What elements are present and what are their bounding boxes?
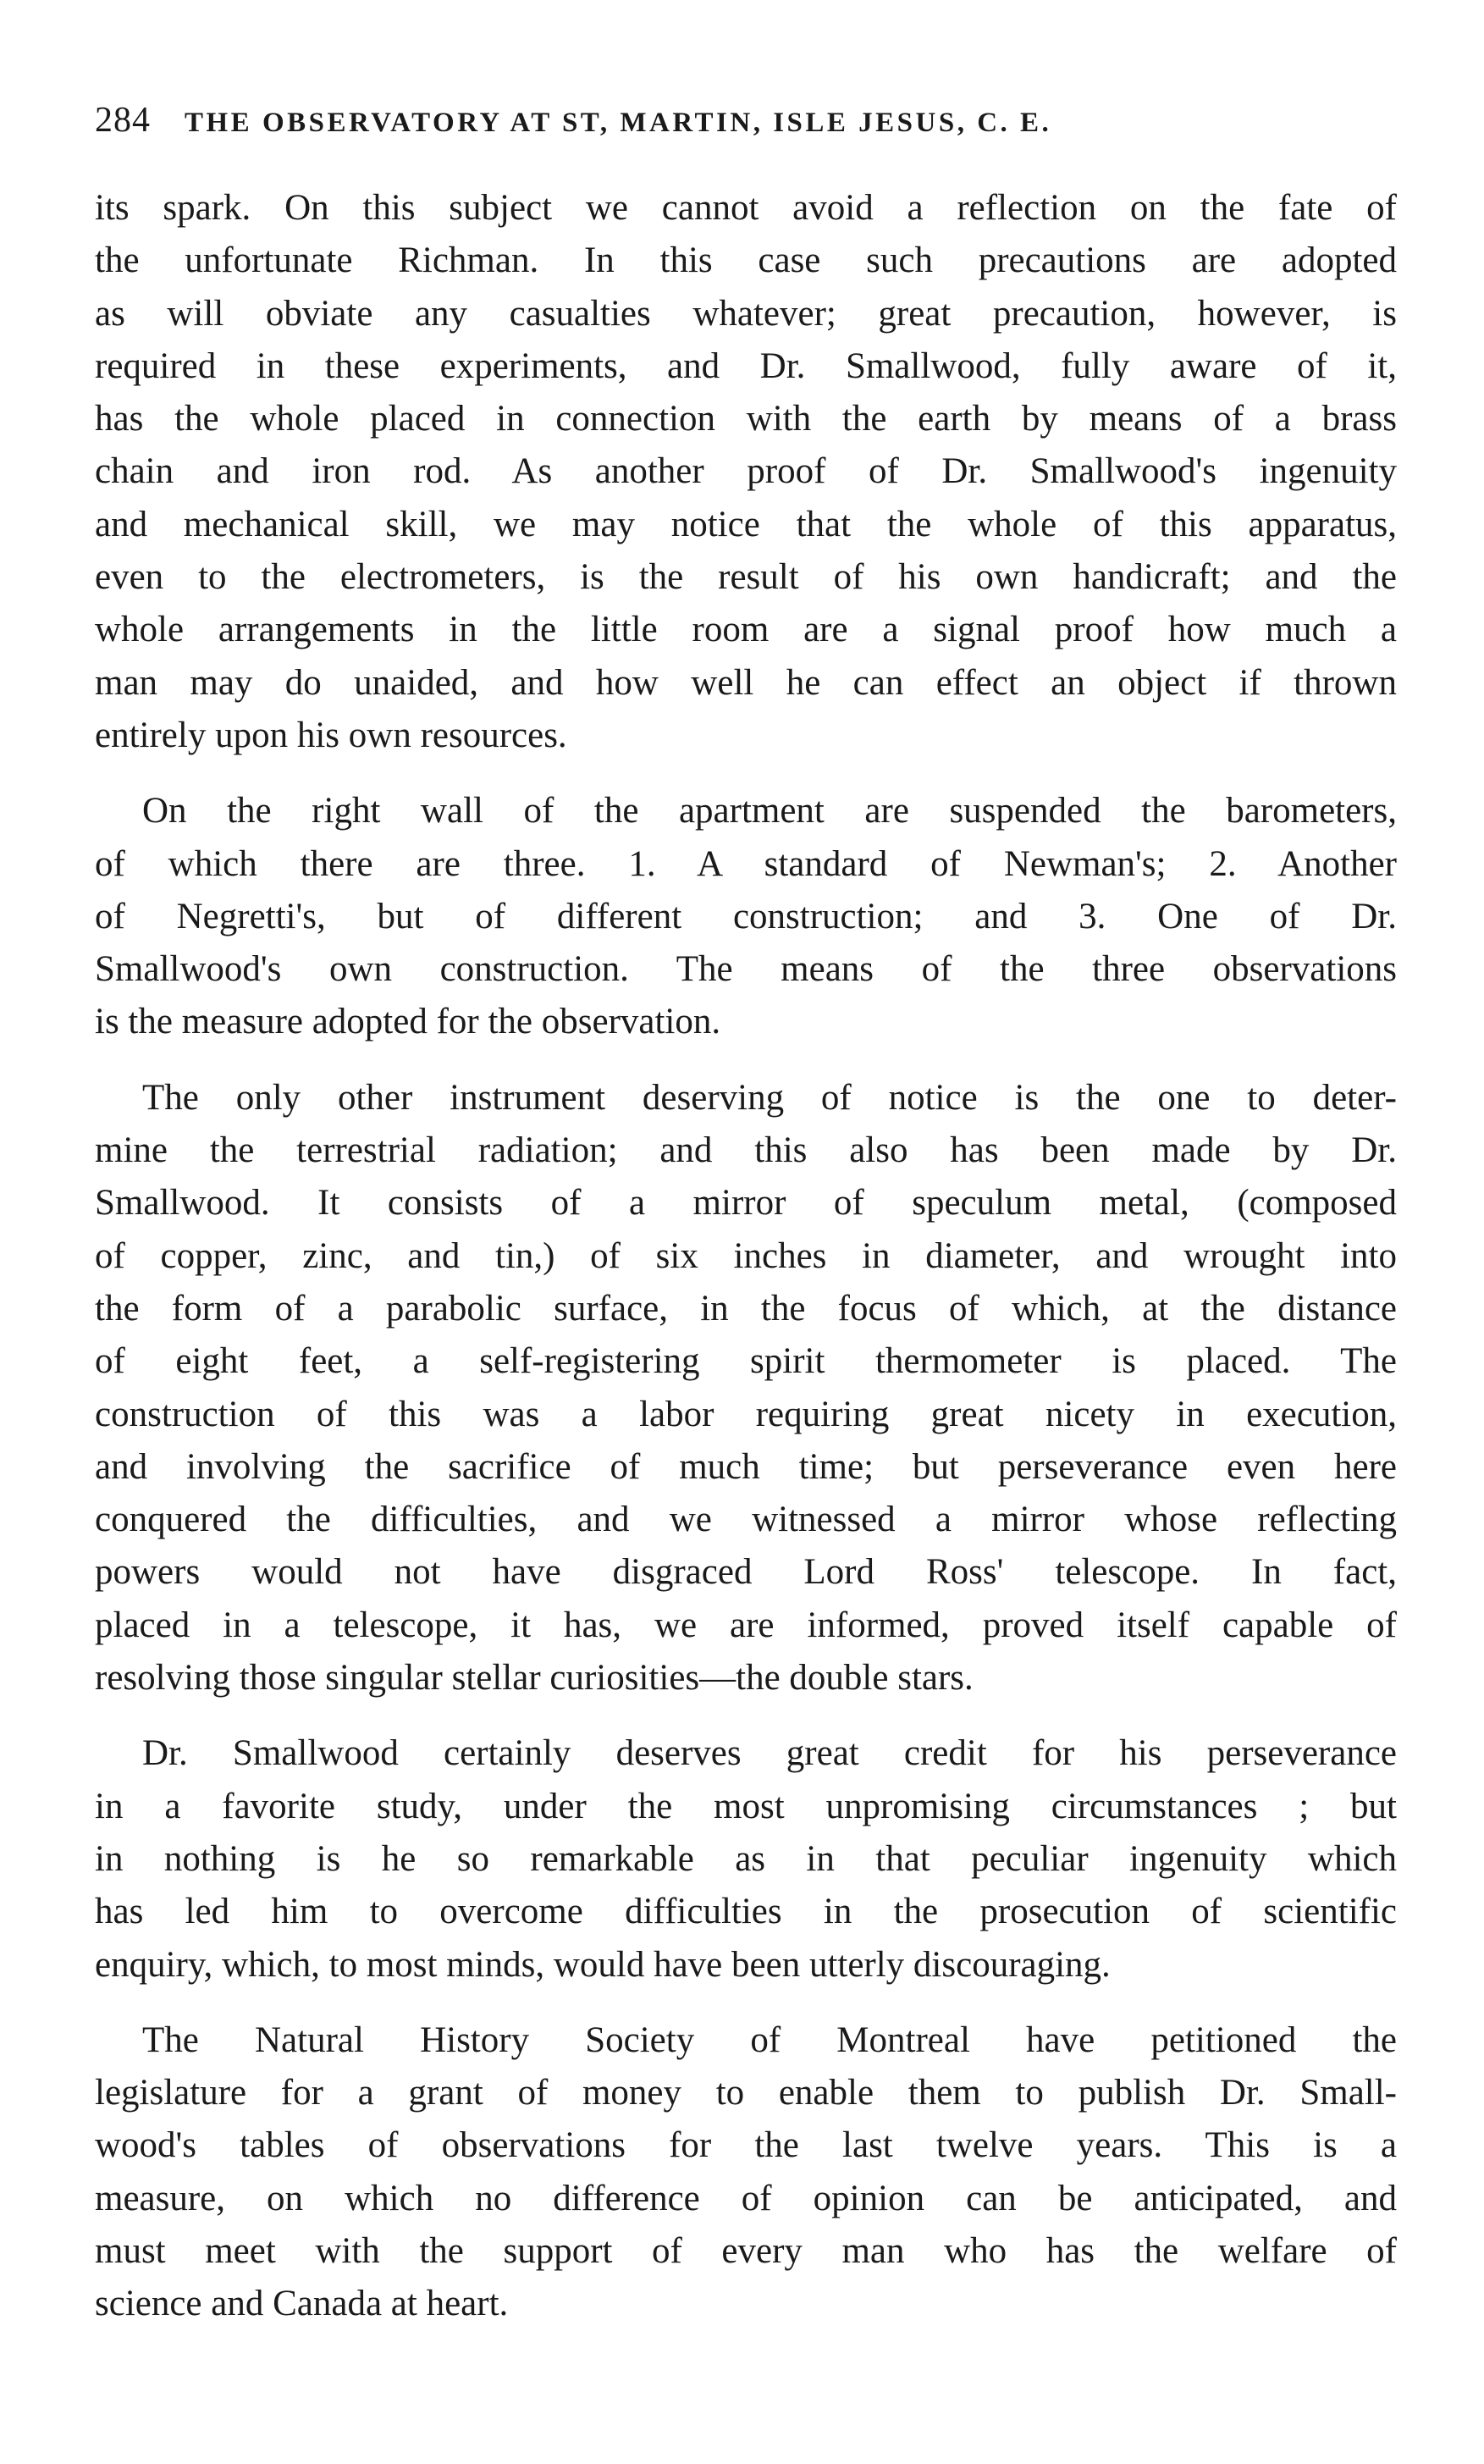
text-line: The Natural History Society of Montreal have petitioned the	[142, 2019, 1397, 2060]
text-line: Smallwood. It consists of a mirror of speculum metal, (composed	[95, 1183, 1397, 1224]
paragraph-5	[95, 2014, 1397, 2331]
text-line: in a favorite study, under the most unpromising circumstances ; but	[95, 1786, 1397, 1826]
text-line: science and Canada at heart.	[95, 2284, 509, 2324]
text-line: whole arrangements in the little room are a signal proof how much a	[95, 610, 1397, 650]
text-line: Smallwood's own construction. The means of the three observations	[95, 949, 1397, 990]
text-line: has the whole placed in connection with the earth by means of a brass	[95, 399, 1397, 439]
text-line: the form of a parabolic surface, in the focus of which, at the distance	[95, 1288, 1397, 1329]
page-header	[95, 100, 1398, 151]
running-head: THE OBSERVATORY AT ST, MARTIN, ISLE JESUS, C. E.	[185, 108, 1052, 138]
text-line: is the measure adopted for the observation.	[95, 1002, 721, 1042]
text-line: man may do unaided, and how well he can effect an object if thrown	[95, 662, 1397, 703]
paragraph-3	[95, 1072, 1397, 1705]
text-line: measure, on which no difference of opinion can be anticipated, and	[95, 2178, 1397, 2218]
text-line: wood's tables of observations for the last twelve years. This is a	[95, 2125, 1397, 2166]
text-line: required in these experiments, and Dr. Smallwood, fully aware of it,	[95, 345, 1397, 386]
text-line: construction of this was a labor requiring great nicety in execution,	[95, 1394, 1397, 1434]
text-line: and involving the sacrifice of much time; but perseverance even here	[95, 1446, 1397, 1487]
text-line: and mechanical skill, we may notice that the whole of this apparatus,	[95, 504, 1397, 544]
text-line: entirely upon his own resources.	[95, 715, 567, 755]
text-line: conquered the difficulties, and we witnessed a mirror whose reflecting	[95, 1500, 1397, 1540]
text-line: has led him to overcome difficulties in the prosecution of scientific	[95, 1892, 1397, 1932]
text-line: of eight feet, a self-registering spirit thermometer is placed. The	[95, 1341, 1397, 1382]
paragraph-1	[95, 182, 1397, 762]
text-line: as will obviate any casualties whatever; great precaution, however, is	[95, 293, 1397, 334]
text-line: resolving those singular stellar curiosities—the double stars.	[95, 1658, 974, 1699]
text-line: powers would not have disgraced Lord Ross' telescope. In fact,	[95, 1552, 1397, 1593]
text-line: Dr. Smallwood certainly deserves great credit for his perseverance	[142, 1733, 1397, 1774]
text-line: of Negretti's, but of different construction; and 3. One of Dr.	[95, 896, 1397, 936]
text-line: of which there are three. 1. A standard of Newman's; 2. Another	[95, 843, 1397, 884]
paragraph-4	[95, 1727, 1397, 1991]
text-line: must meet with the support of every man who has the welfare of	[95, 2230, 1397, 2271]
text-line: legislature for a grant of money to enable them to publish Dr. Small-	[95, 2073, 1397, 2113]
page-number: 284	[95, 101, 151, 140]
text-line: mine the terrestrial radiation; and this also has been made by Dr.	[95, 1130, 1397, 1171]
text-line: enquiry, which, to most minds, would have been utterly discouraging.	[95, 1944, 1111, 1985]
paragraph-2	[95, 785, 1397, 1048]
text-line: in nothing is he so remarkable as in that peculiar ingenuity which	[95, 1838, 1397, 1879]
text-line: chain and iron rod. As another proof of Dr. Smallwood's ingenuity	[95, 451, 1397, 492]
text-line: even to the electrometers, is the result of his own handicraft; and the	[95, 557, 1397, 598]
body-text	[95, 182, 1397, 2354]
text-line: the unfortunate Richman. In this case such precautions are adopted	[95, 240, 1397, 281]
text-line: placed in a telescope, it has, we are informed, proved itself capable of	[95, 1605, 1397, 1645]
text-line: of copper, zinc, and tin,) of six inches in diameter, and wrought into	[95, 1235, 1397, 1276]
text-line: The only other instrument deserving of notice is the one to deter-	[142, 1077, 1397, 1118]
text-line: its spark. On this subject we cannot avoid a reflection on the fate of	[95, 188, 1397, 228]
text-line: On the right wall of the apartment are suspended the barometers,	[142, 791, 1397, 831]
